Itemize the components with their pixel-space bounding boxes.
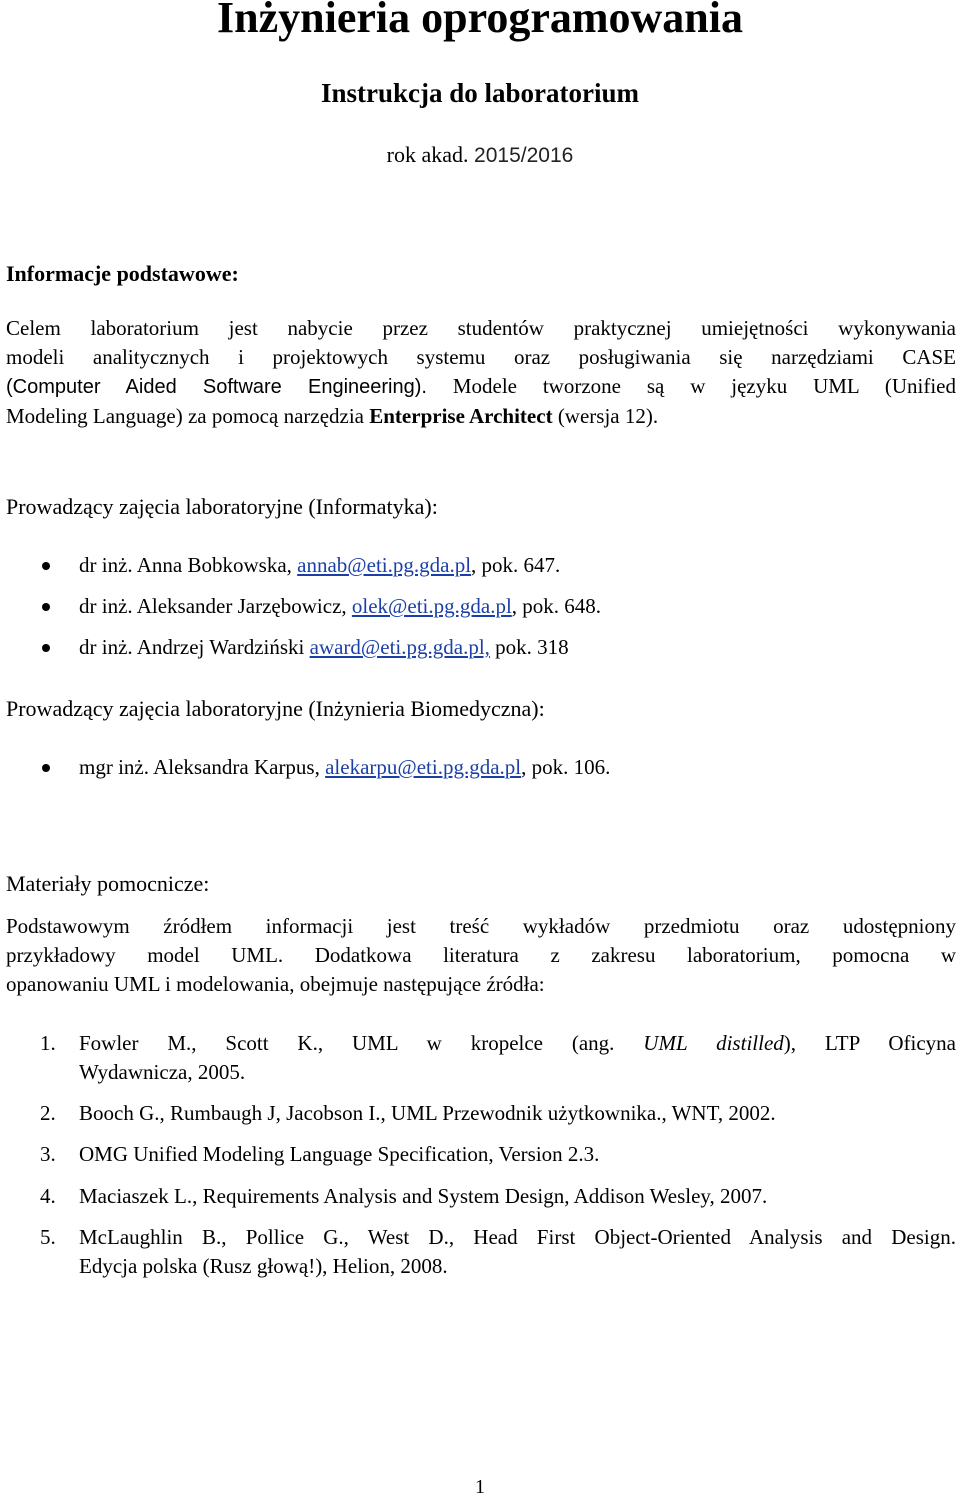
reference-italic-title: UML distilled bbox=[643, 1031, 784, 1055]
page-number: 1 bbox=[475, 1476, 485, 1498]
staff-name: dr inż. Andrzej Wardziński bbox=[79, 635, 310, 659]
case-expansion: (Computer Aided Software Engineering). bbox=[6, 376, 427, 398]
document-subtitle: Instrukcja do laboratorium bbox=[320, 78, 639, 108]
reference-line bbox=[79, 1029, 956, 1058]
basic-info-text: Modele tworzone są w języku UML (Unified bbox=[426, 374, 956, 398]
staff-bio-heading: Prowadzący zajęcia laboratoryjne (Inżynieria Biomedyczna): bbox=[6, 696, 545, 721]
reference-number: 5. bbox=[40, 1225, 56, 1249]
basic-info-line: modeli analitycznych i projektowych systemu oraz posługiwania się narzędziami CASE bbox=[6, 345, 956, 369]
reference-item: Booch G., Rumbaugh J, Jacobson I., UML Przewodnik użytkownika., WNT, 2002. bbox=[79, 1101, 776, 1125]
reference-item: Maciaszek L., Requirements Analysis and System Design, Addison Wesley, 2007. bbox=[79, 1184, 768, 1208]
materials-paragraph bbox=[6, 912, 956, 999]
basic-info-line bbox=[6, 372, 956, 402]
staff-name: mgr inż. Aleksandra Karpus, bbox=[79, 755, 326, 779]
tool-name: Enterprise Architect bbox=[369, 404, 553, 428]
academic-year-value: 2015/2016 bbox=[474, 144, 574, 167]
reference-line: Wydawnicza, 2005. bbox=[79, 1060, 246, 1084]
materials-line: Podstawowym źródłem informacji jest treść wykładów przedmiotu oraz udostępniony bbox=[6, 914, 956, 938]
staff-email-link[interactable]: annab@eti.pg.gda.pl bbox=[297, 553, 472, 577]
reference-number: 1. bbox=[40, 1031, 56, 1055]
staff-room: , pok. 648. bbox=[511, 594, 602, 618]
staff-cs-heading: Prowadzący zajęcia laboratoryjne (Informatyka): bbox=[6, 494, 438, 519]
staff-room: pok. 318 bbox=[489, 635, 569, 659]
basic-info-heading: Informacje podstawowe: bbox=[6, 261, 239, 286]
reference-number: 3. bbox=[40, 1142, 56, 1166]
basic-info-paragraph bbox=[6, 314, 956, 431]
reference-number: 4. bbox=[40, 1184, 56, 1208]
reference-line: Edycja polska (Rusz głową!), Helion, 2008. bbox=[79, 1254, 448, 1278]
reference-text: ), LTP Oficyna bbox=[783, 1031, 956, 1055]
bullet-icon bbox=[42, 562, 50, 570]
staff-email-link[interactable]: award@eti.pg.gda.pl, bbox=[309, 635, 490, 659]
reference-item: OMG Unified Modeling Language Specification, Version 2.3. bbox=[79, 1142, 600, 1166]
basic-info-text: (wersja 12). bbox=[552, 404, 659, 428]
staff-name: dr inż. Aleksander Jarzębowicz, bbox=[79, 594, 352, 618]
bullet-icon bbox=[42, 603, 50, 611]
bullet-icon bbox=[42, 764, 50, 772]
staff-room: , pok. 106. bbox=[521, 755, 611, 779]
basic-info-text: Modeling Language) za pomocą narzędzia bbox=[6, 404, 370, 428]
reference-text: Fowler M., Scott K., UML w kropelce (ang. bbox=[79, 1031, 644, 1055]
staff-room: , pok. 647. bbox=[471, 553, 561, 577]
reference-item bbox=[79, 1029, 956, 1087]
basic-info-line bbox=[6, 402, 956, 431]
staff-cs-item bbox=[79, 592, 601, 621]
staff-name: dr inż. Anna Bobkowska, bbox=[79, 553, 298, 577]
staff-cs-item bbox=[79, 551, 560, 580]
document-title: Inżynieria oprogramowania bbox=[217, 0, 743, 42]
academic-year bbox=[0, 140, 960, 171]
reference-number: 2. bbox=[40, 1101, 56, 1125]
staff-bio-item bbox=[79, 753, 610, 782]
bullet-icon bbox=[42, 644, 50, 652]
staff-email-link[interactable]: olek@eti.pg.gda.pl bbox=[351, 594, 512, 618]
materials-heading: Materiały pomocnicze: bbox=[6, 871, 210, 896]
reference-line: McLaughlin B., Pollice G., West D., Head First Object-Oriented Analysis and Design. bbox=[79, 1225, 956, 1249]
academic-year-prefix: rok akad. bbox=[386, 142, 469, 167]
staff-cs-item bbox=[79, 633, 569, 662]
materials-line: opanowaniu UML i modelowania, obejmuje następujące źródła: bbox=[6, 972, 545, 996]
basic-info-line: Celem laboratorium jest nabycie przez studentów praktycznej umiejętności wykonywania bbox=[6, 316, 956, 340]
staff-email-link[interactable]: alekarpu@eti.pg.gda.pl bbox=[325, 755, 522, 779]
materials-line: przykładowy model UML. Dodatkowa literatura z zakresu laboratorium, pomocna w bbox=[6, 943, 956, 967]
reference-item bbox=[79, 1223, 956, 1281]
